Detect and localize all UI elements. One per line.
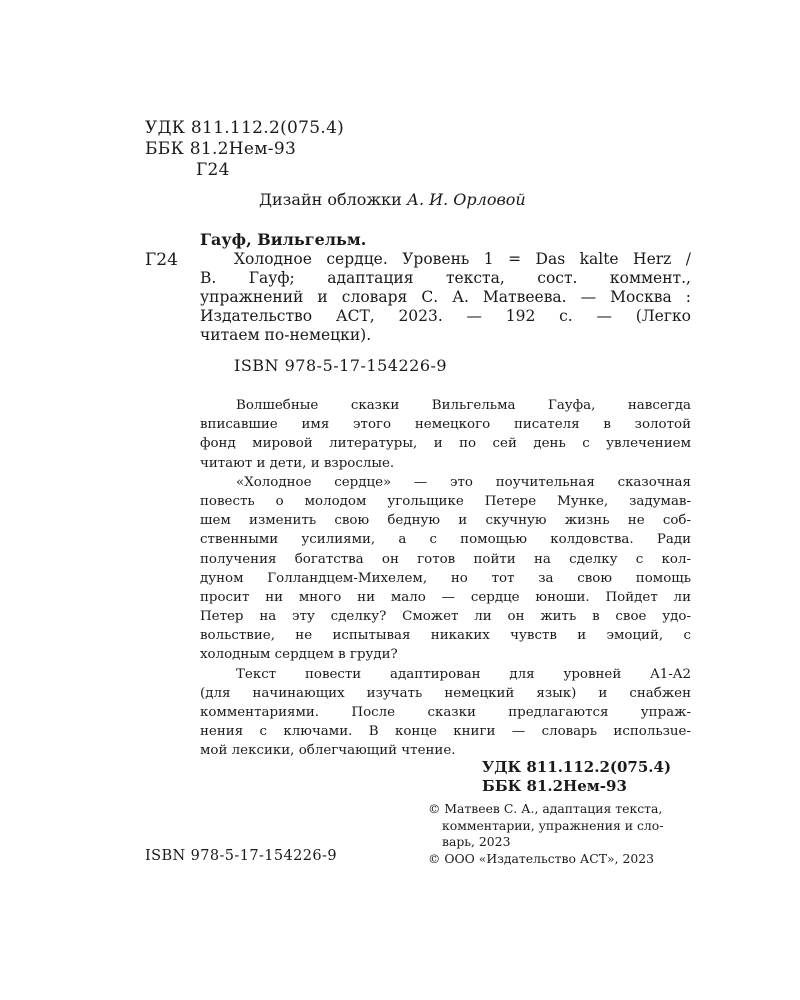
annotation <box>200 396 691 761</box>
copyright-block <box>428 801 663 867</box>
isbn-bottom: ISBN 978-5-17-154226-9 <box>145 848 337 864</box>
udk-code-bottom: УДК 811.112.2(075.4) <box>482 758 672 776</box>
isbn-top: ISBN 978-5-17-154226-9 <box>234 356 448 375</box>
biblio-line: Издательство АСТ, 2023. — 192 с. — (Легко <box>200 307 691 325</box>
biblio-line: Холодное сердце. Уровень 1 = Das kalte Herz / <box>234 250 691 268</box>
side-author-mark: Г24 <box>145 250 178 270</box>
copyright-line: комментарии, упражнения и сло- <box>442 817 664 833</box>
annotation-line: Петер на эту сделку? Сможет ли он жить в свое удо- <box>200 609 691 625</box>
annotation-line: ственными усилиями, а с помощью колдовства. Ради <box>200 532 691 548</box>
annotation-line: комментариями. После сказки предлагаются упраж- <box>200 705 691 720</box>
bbk-code-top: ББК 81.2Нем-93 <box>145 139 297 159</box>
author-mark-code: Г24 <box>196 160 230 180</box>
biblio-line: упражнений и словаря С. А. Матвеева. — Москва : <box>200 288 691 306</box>
cover-designer-name: А. И. Орловой <box>406 190 526 209</box>
annotation-line: вольствие, не испытывая никаких чувств и эмоций, с <box>200 628 691 644</box>
bbk-code-bottom: ББК 81.2Нем-93 <box>482 777 627 795</box>
copyright-line: © Матвеев С. А., адаптация текста, <box>428 801 663 816</box>
biblio-line: читаем по-немецки). <box>200 326 372 344</box>
udk-code-top: УДК 811.112.2(075.4) <box>145 118 345 138</box>
copyright-line: © ООО «Издательство АСТ», 2023 <box>428 850 654 866</box>
annotation-line: читают и дети, и взрослые. <box>200 455 395 471</box>
annotation-line: повесть о молодом угольщике Петере Мунке, задумав- <box>200 493 691 509</box>
annotation-line: нения с ключами. В конце книги — словарь использue- <box>200 724 691 740</box>
annotation-line: просит ни много ни мало — сердце юноши. Пойдет ли <box>200 589 691 605</box>
annotation-line: холодным сердцем в груди? <box>200 647 398 663</box>
annotation-line: Волшебные сказки Вильгельма Гауфа, навсегда <box>236 398 691 413</box>
annotation-line: Текст повести адаптирован для уровней A1-A2 <box>236 666 691 682</box>
author-heading: Гауф, Вильгельм. <box>200 230 367 249</box>
annotation-line: (для начинающих изучать немецкий язык) и снабжен <box>200 685 691 701</box>
annotation-line: фонд мировой литературы, и по сей день с увлечением <box>200 436 691 452</box>
annotation-line: «Холодное сердце» — это поучительная сказочная <box>236 474 691 490</box>
copyright-line: варь, 2023 <box>442 834 511 849</box>
annotation-line: шем изменить свою бедную и скучную жизнь не соб- <box>200 513 691 529</box>
annotation-line: дуном Голландцем-Михелем, но тот за свою помощь <box>200 570 691 586</box>
annotation-line: мой лексики, облегчающий чтение. <box>200 743 456 759</box>
bibliographic-description <box>200 250 691 345</box>
annotation-line: получения богатства он готов пойти на сделку с кол- <box>200 551 691 567</box>
cover-design-label: Дизайн обложки <box>259 190 402 209</box>
biblio-line: В. Гауф; адаптация текста, сост. коммент., <box>200 269 691 287</box>
annotation-line: вписавшие имя этого немецкого писателя в золотой <box>200 417 691 433</box>
cover-design-credit <box>259 190 526 209</box>
